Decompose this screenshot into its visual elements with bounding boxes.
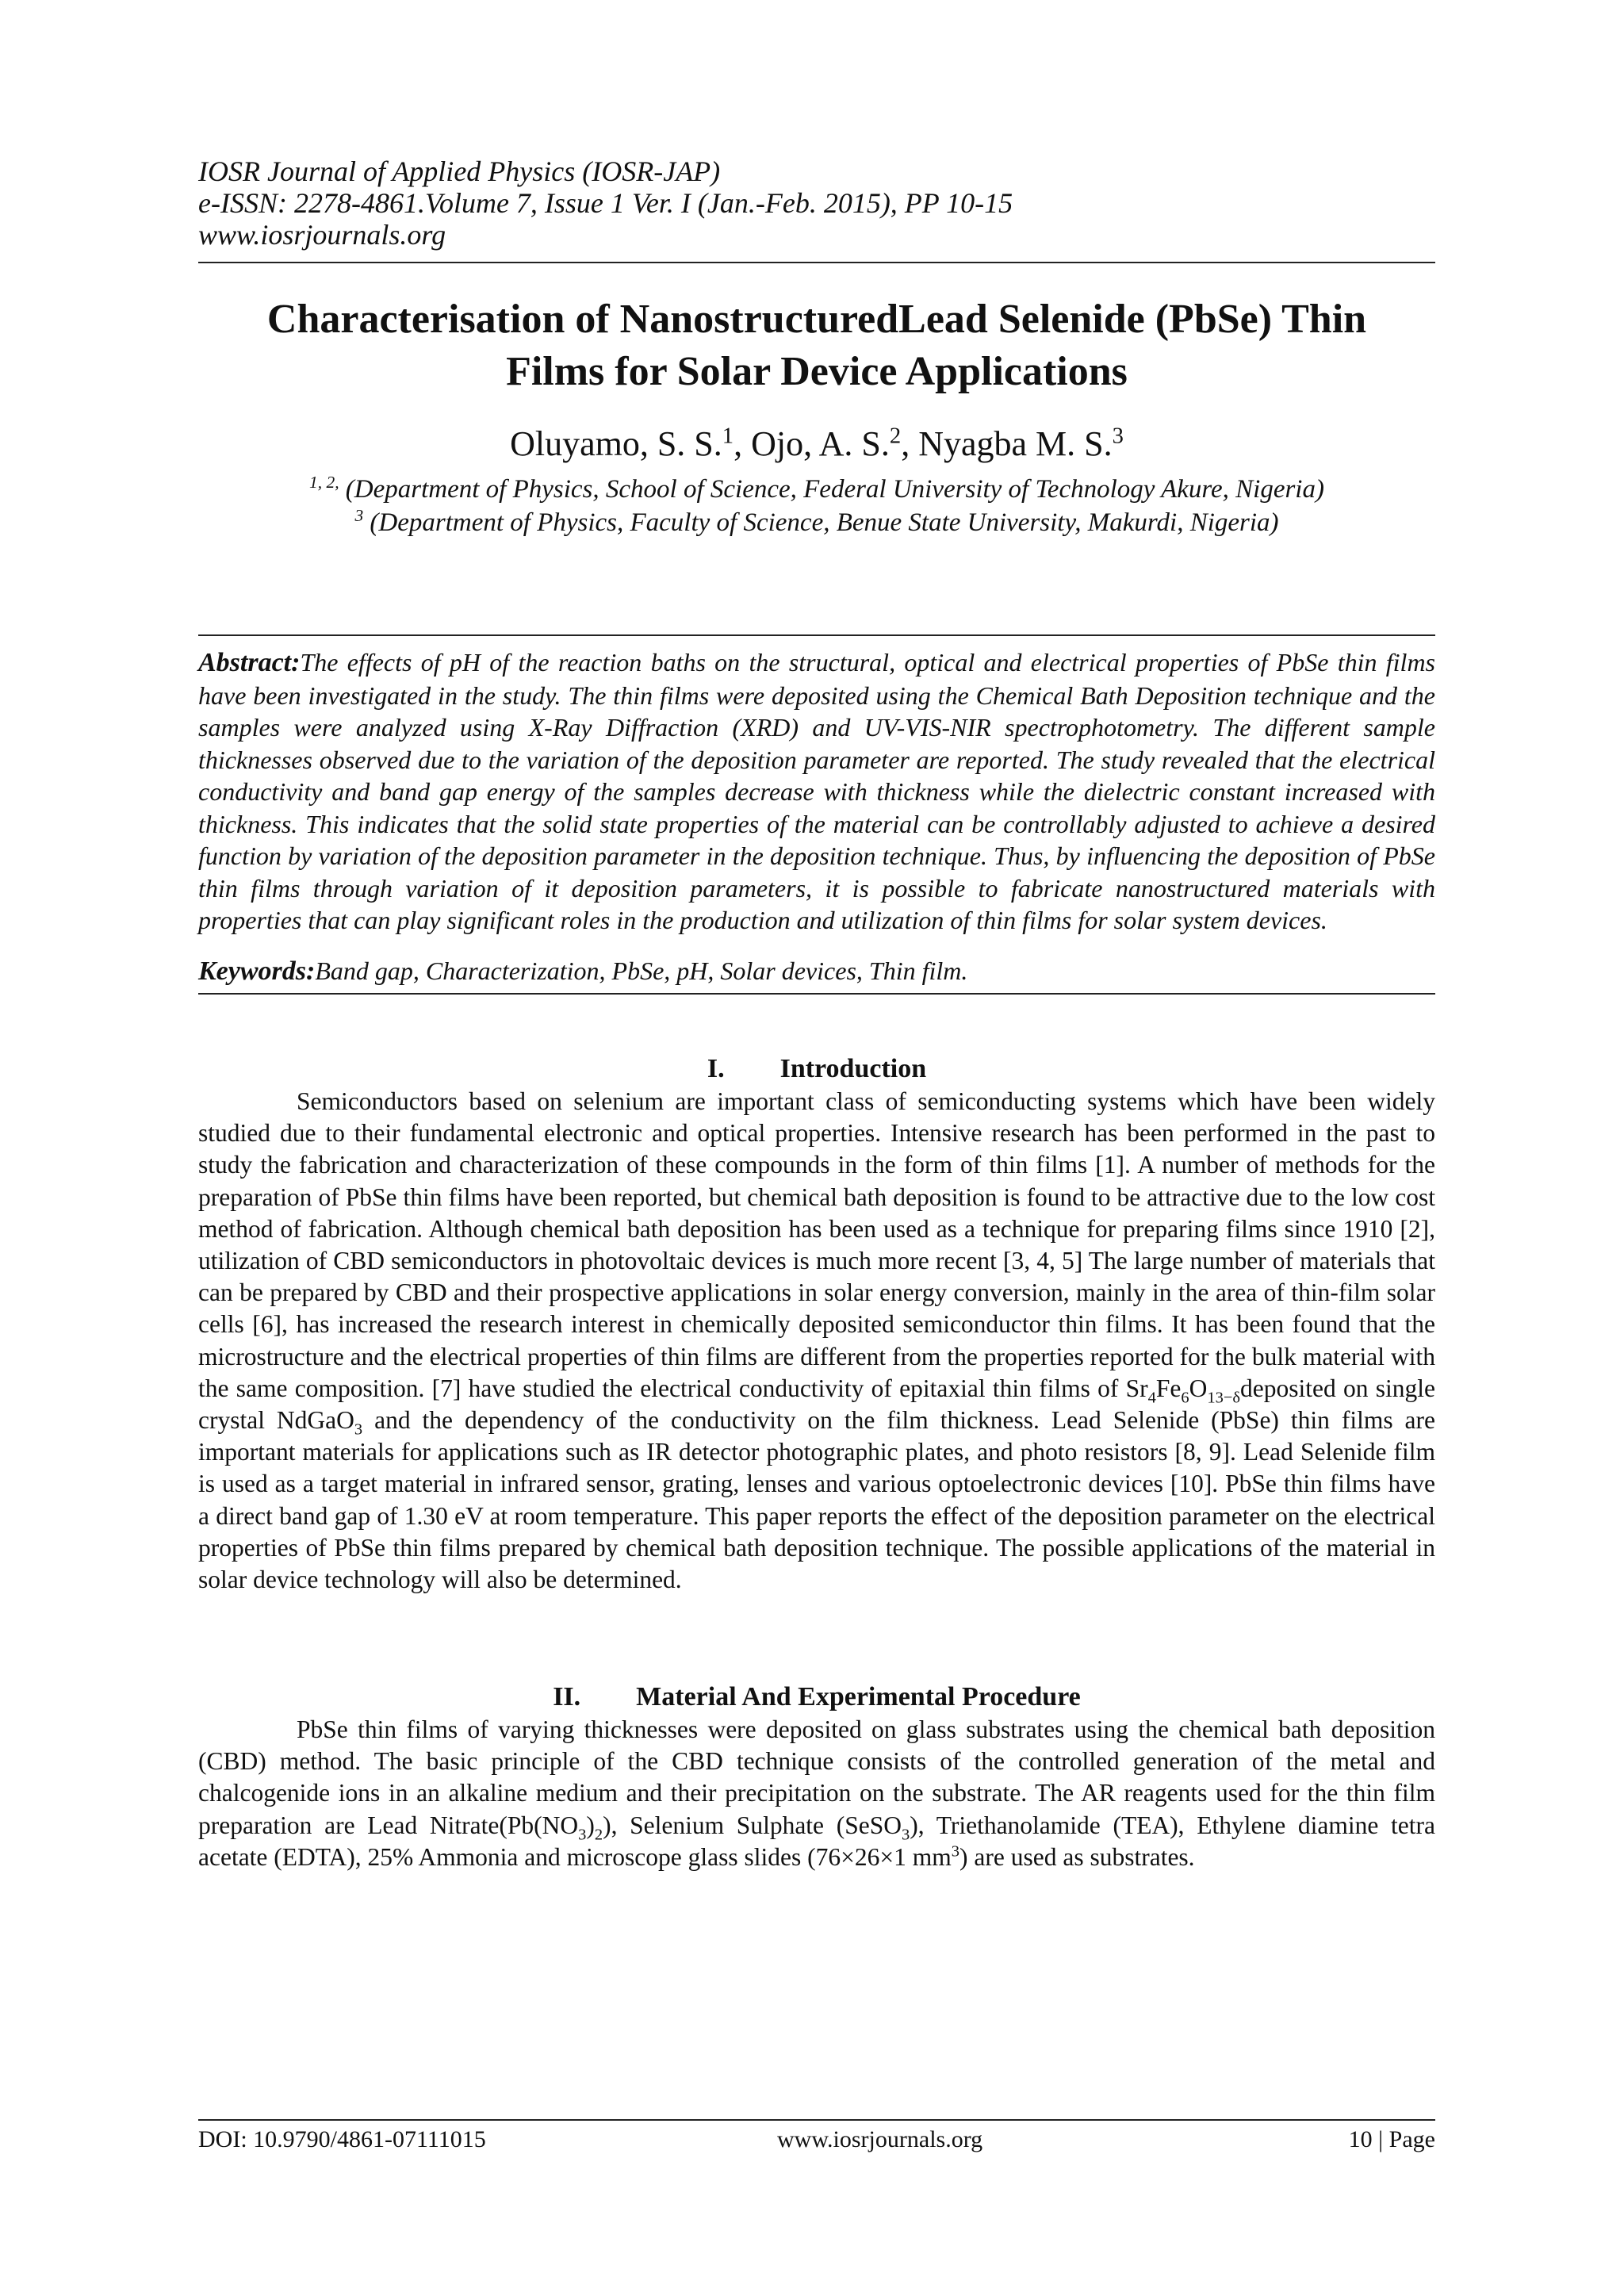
author-1: Oluyamo, S. S. bbox=[510, 424, 722, 463]
subscript: 3 bbox=[578, 1825, 587, 1843]
text-run: and the dependency of the conductivity on the film thickness. Lead Selenide (PbSe) thin films are important materials for applications such as IR detector photographic plates, and photo resistors [8, 9]. Lead Selenide film is used as a target material in infrared sensor, grating, lenses and various optoelectronic devices [10]. PbSe thin films have a direct band gap of 1.30 eV at room temperature. This paper reports the effect of the deposition parameter on the electrical properties of PbSe thin films prepared by chemical bath deposition technique. The possible applications of the material in solar device technology will also be determined. bbox=[198, 1406, 1435, 1594]
journal-header bbox=[198, 155, 1435, 251]
affiliation-1 bbox=[198, 473, 1435, 506]
title-line-1: Characterisation of NanostructuredLead Selenide (PbSe) Thin bbox=[266, 297, 1367, 342]
introduction-body bbox=[198, 1086, 1435, 1596]
text-run: PbSe thin films of varying thicknesses were deposited on glass substrates using the chemical bath deposition (CBD) method. The basic principle of the CBD technique consists of the controlled generation of the metal and chalcogenide ions in an alkaline medium and their precipitation on the substrate. The AR reagents used for the thin film preparation are Lead Nitrate(Pb(NO bbox=[198, 1715, 1435, 1839]
author-1-affil-mark: 1 bbox=[722, 424, 734, 449]
abstract-label: Abstract: bbox=[198, 648, 301, 677]
section-number: I. bbox=[707, 1054, 725, 1083]
paper-title bbox=[198, 293, 1435, 398]
text-run: ) bbox=[586, 1811, 595, 1839]
keywords bbox=[198, 955, 1435, 987]
subscript: 3 bbox=[902, 1825, 910, 1843]
abstract bbox=[198, 646, 1435, 937]
affiliation-2 bbox=[198, 506, 1435, 539]
footer-page-number: 10 | Page bbox=[1348, 2126, 1435, 2152]
affiliation-1-text: (Department of Physics, School of Science, Federal University of Technology Akure, Nigeria) bbox=[339, 475, 1324, 504]
methods-paragraph bbox=[198, 1714, 1435, 1873]
section-number: II. bbox=[553, 1682, 581, 1711]
text-run: O bbox=[1189, 1374, 1208, 1402]
author-2: , Ojo, A. S. bbox=[733, 424, 890, 463]
author-list bbox=[198, 422, 1435, 466]
journal-website[interactable]: www.iosrjournals.org bbox=[198, 219, 446, 251]
subscript: 13−δ bbox=[1207, 1389, 1241, 1407]
footer-doi: DOI: 10.9790/4861-07111015 bbox=[198, 2126, 486, 2152]
author-3-affil-mark: 3 bbox=[1112, 424, 1124, 449]
title-line-2: Films for Solar Device Applications bbox=[506, 349, 1128, 394]
text-run: Fe bbox=[1155, 1374, 1182, 1402]
abstract-text: The effects of pH of the reaction baths on the structural, optical and electrical properties of PbSe thin films have been investigated in the study. The thin films were deposited using the Chemical Bath Deposition technique and the samples were analyzed using X-Ray Diffraction (XRD) and UV-VIS-NIR spectrophotometry. The different sample thicknesses observed due to the variation of the deposition parameter are reported. The study revealed that the electrical conductivity and band gap energy of the samples decrease with thickness while the dielectric constant increased with thickness. This indicates that the solid state properties of the material can be controllably adjusted to achieve a desired function by variation of the deposition parameter in the deposition technique. Thus, by influencing the deposition of PbSe thin films through variation of it deposition parameters, it is possible to fabricate nanostructured materials with properties that can play significant roles in the production and utilization of thin films for solar system devices. bbox=[198, 648, 1435, 934]
issn-line: e-ISSN: 2278-4861.Volume 7, Issue 1 Ver. I (Jan.-Feb. 2015), PP 10-15 bbox=[198, 187, 1013, 219]
text-run: Semiconductors based on selenium are important class of semiconducting systems which have been widely studied due to their fundamental electronic and optical properties. Intensive research has been performed in the past to study the fabrication and characterization of these compounds in the form of thin films [1]. A number of methods for the preparation of PbSe thin films have been reported, but chemical bath deposition is found to be attractive due to the low cost method of fabrication. Although chemical bath deposition has been used as a technique for preparing films since 1910 [2], utilization of CBD semiconductors in photovoltaic devices is much more recent [3, 4, 5] The large number of materials that can be prepared by CBD and their prospective applications in solar energy conversion, mainly in the area of thin-film solar cells [6], has increased the research interest in chemically deposited semiconductor thin films. It has been found that the microstructure and the electrical properties of thin films are different from the properties reported for the bulk material with the same composition. [7] have studied the electrical conductivity of epitaxial thin films of Sr bbox=[198, 1087, 1435, 1402]
footer-rule bbox=[198, 2119, 1435, 2121]
abstract-top-rule bbox=[198, 634, 1435, 636]
affiliation-2-text: (Department of Physics, Faculty of Science, Benue State University, Makurdi, Nigeria) bbox=[363, 508, 1279, 537]
keywords-label: Keywords: bbox=[198, 956, 316, 986]
subscript: 3 bbox=[354, 1420, 363, 1439]
text-run: ) are used as substrates. bbox=[959, 1842, 1195, 1871]
keywords-text: Band gap, Characterization, PbSe, pH, Solar devices, Thin film. bbox=[315, 956, 968, 985]
text-run: ), Selenium Sulphate (SeSO bbox=[603, 1811, 902, 1839]
keywords-rule bbox=[198, 993, 1435, 995]
section-title: Material And Experimental Procedure bbox=[636, 1682, 1081, 1711]
introduction-paragraph bbox=[198, 1086, 1435, 1596]
journal-name: IOSR Journal of Applied Physics (IOSR-JAP) bbox=[198, 155, 721, 187]
author-2-affil-mark: 2 bbox=[889, 424, 902, 449]
section-title: Introduction bbox=[779, 1054, 927, 1083]
methods-body bbox=[198, 1714, 1435, 1873]
section-heading-introduction bbox=[198, 1053, 1435, 1085]
text-run: ), Triethanolamide (TEA), Ethylene diamine tetra acetate (EDTA), 25% Ammonia and microscope glass slides (76×26×1 mm bbox=[198, 1811, 1435, 1871]
header-rule bbox=[198, 262, 1435, 263]
affiliation-2-mark: 3 bbox=[354, 506, 364, 525]
superscript: 3 bbox=[951, 1842, 960, 1861]
text-run: deposited on single crystal NdGaO bbox=[198, 1374, 1436, 1435]
affiliation-1-mark: 1, 2, bbox=[309, 473, 339, 492]
section-heading-methods bbox=[198, 1681, 1435, 1713]
subscript: 6 bbox=[1181, 1389, 1189, 1407]
footer-website[interactable]: www.iosrjournals.org bbox=[777, 2126, 983, 2152]
subscript: 2 bbox=[594, 1825, 603, 1843]
subscript: 4 bbox=[1147, 1389, 1156, 1407]
author-3: , Nyagba M. S. bbox=[901, 424, 1113, 463]
